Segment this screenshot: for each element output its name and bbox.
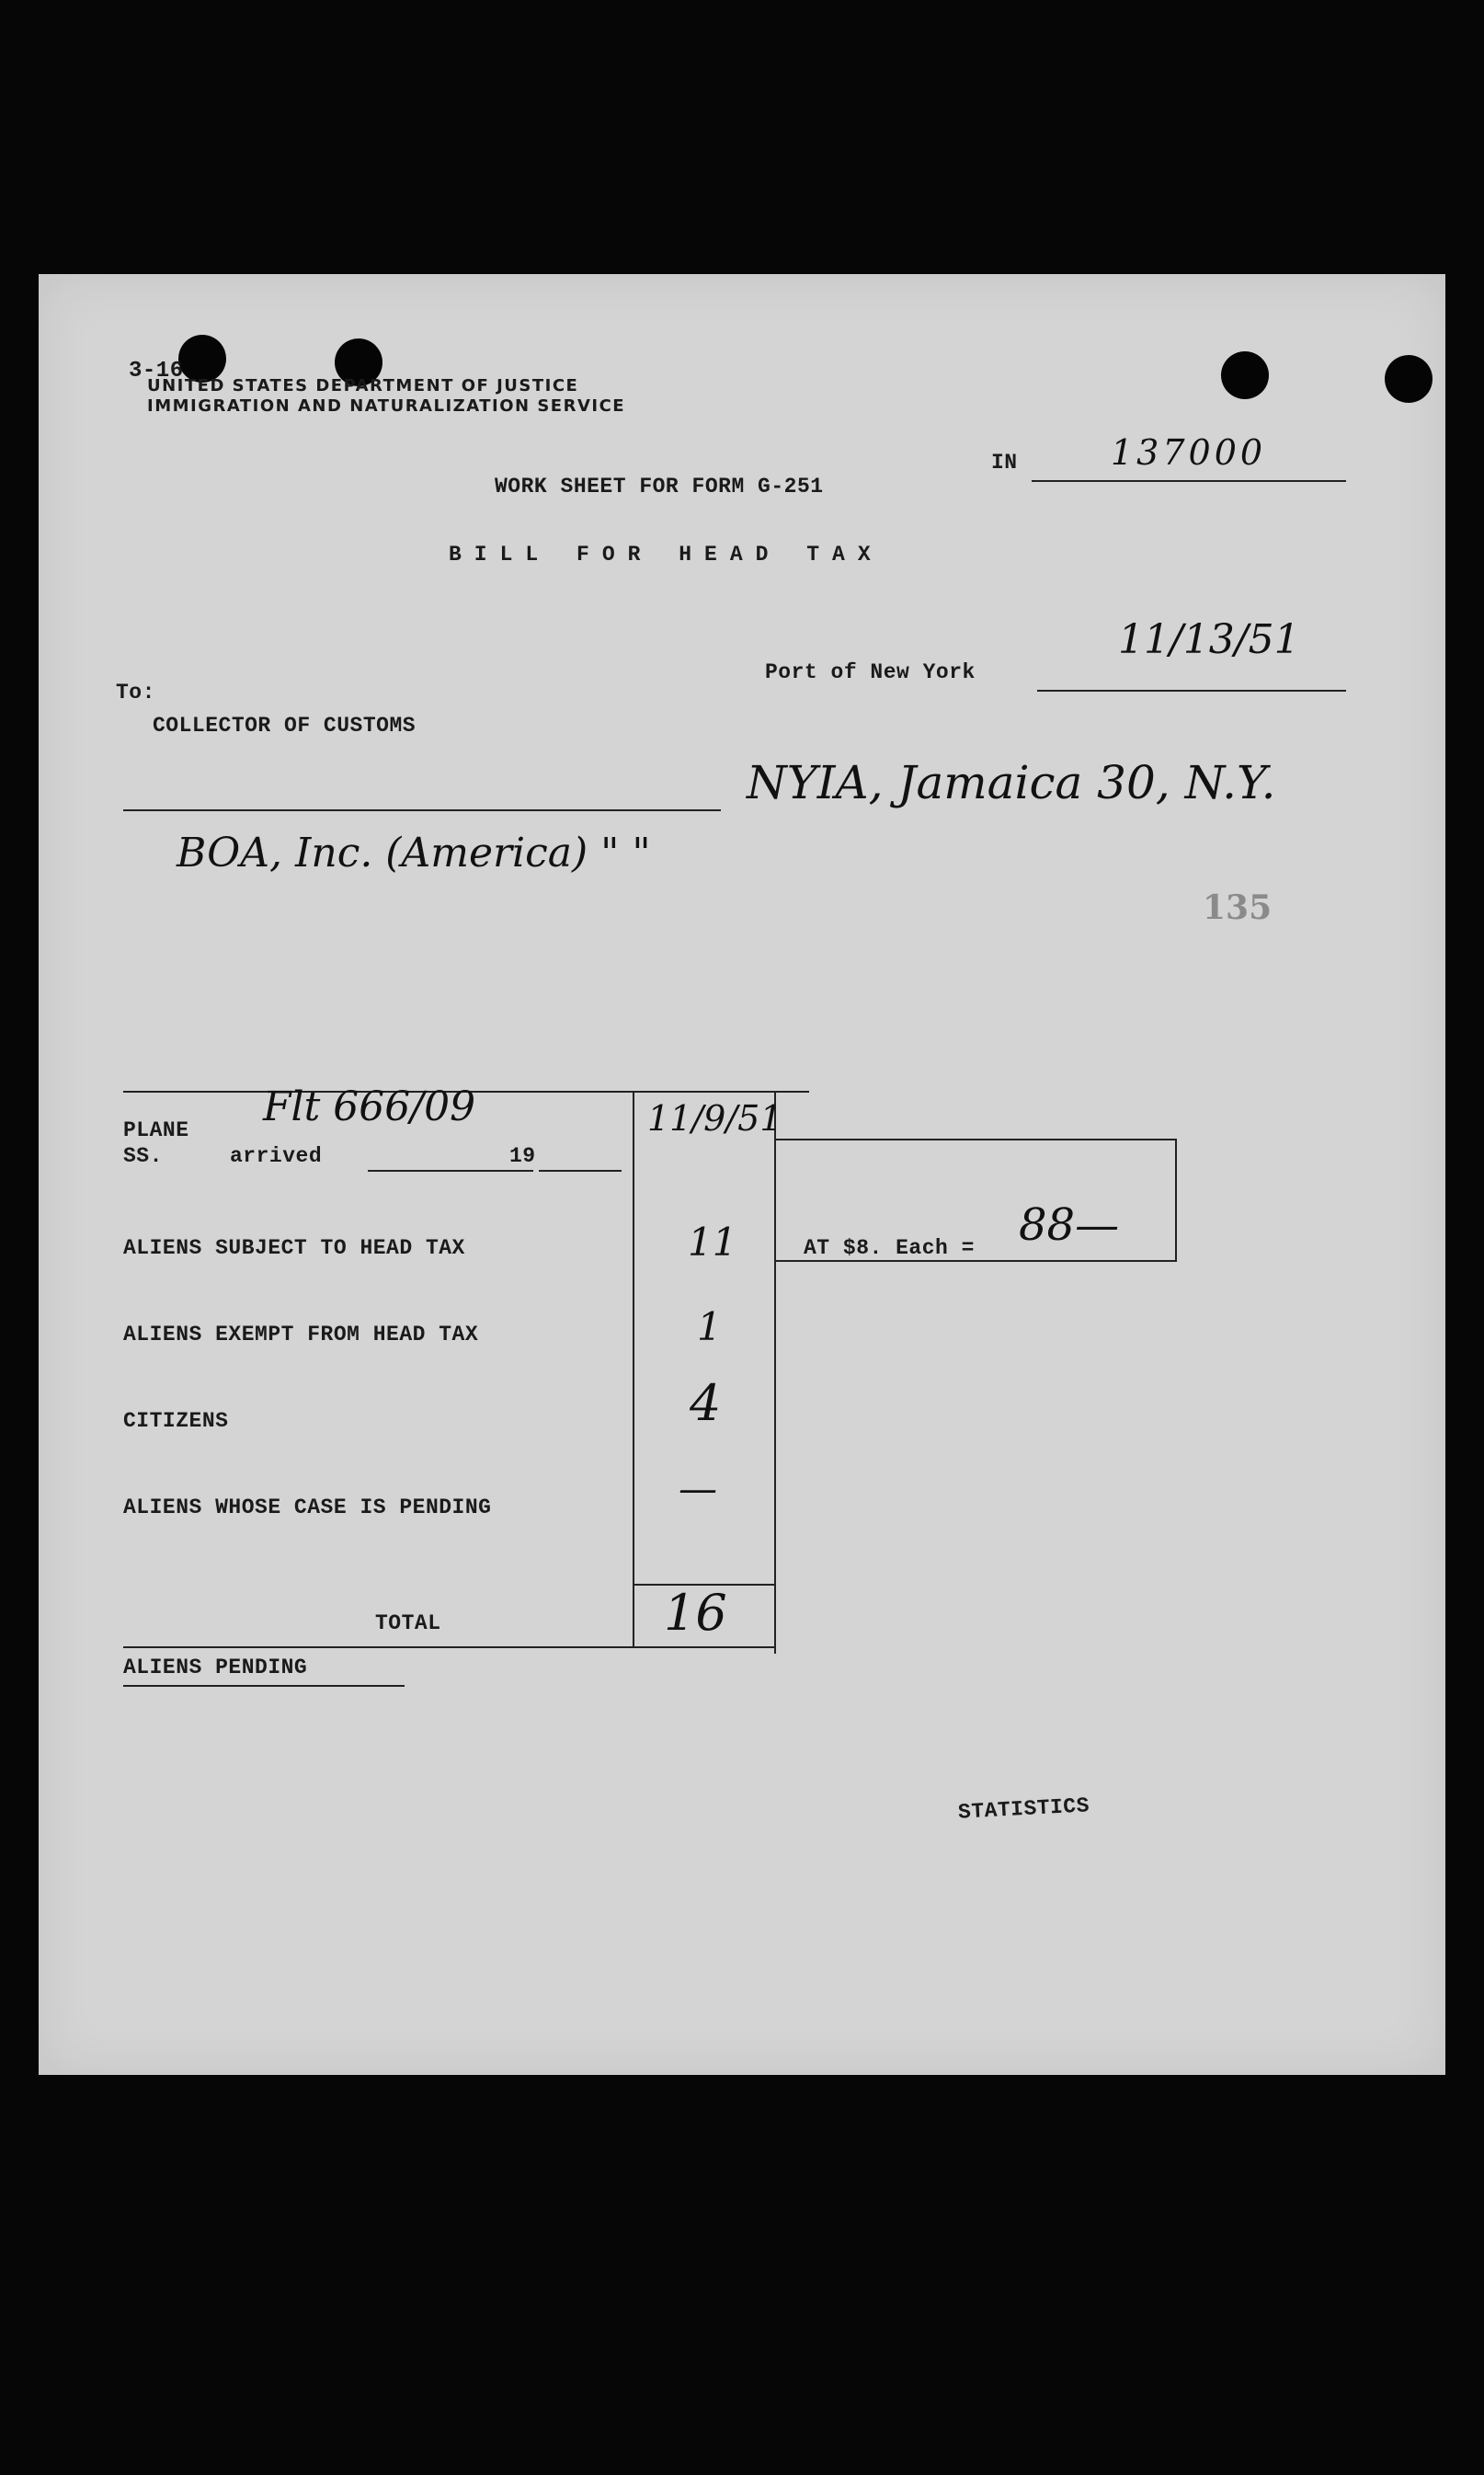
table-bottom-line [123,1646,776,1648]
date-underline [1037,690,1346,692]
total-label: TOTAL [375,1611,441,1635]
address-line [123,809,721,811]
plane-label: PLANE [123,1118,189,1142]
tax-box-bottom [774,1260,1177,1262]
to-value: COLLECTOR OF CUSTOMS [153,714,417,738]
ss-label: SS. [123,1144,163,1168]
carrier-handwritten: BOA, Inc. (America) " " [177,830,651,877]
row-label-pending: ALIENS WHOSE CASE IS PENDING [123,1495,492,1519]
table-divider-right [774,1091,776,1654]
row-value-citizens: 4 [690,1374,722,1432]
year-line [539,1170,622,1172]
punch-hole [1385,355,1433,403]
arrival-date-handwritten: 11/9/51 [647,1098,782,1139]
table-divider-left [633,1091,634,1646]
agency-line-2: IMMIGRATION AND NATURALIZATION SERVICE [147,396,626,416]
punch-hole [1221,351,1269,399]
row-label-exempt: ALIENS EXEMPT FROM HEAD TAX [123,1323,479,1346]
tax-amount: 88— [1019,1199,1120,1251]
total-value: 16 [664,1584,727,1642]
form-subtitle: BILL FOR HEAD TAX [449,543,884,567]
tax-rate-label: AT $8. Each = [804,1236,975,1260]
address-handwritten: NYIA, Jamaica 30, N.Y. [747,756,1276,809]
stamp-number: 135 [1203,888,1273,927]
form-number: 3-16 [129,359,184,384]
row-label-citizens: CITIZENS [123,1409,229,1433]
document-page [39,274,1445,2075]
form-title: WORK SHEET FOR FORM G-251 [495,475,824,498]
statistics-label: STATISTICS [957,1793,1090,1825]
year-prefix: 19 [509,1144,536,1168]
in-number-underline [1032,480,1346,482]
to-label: To: [116,681,155,705]
agency-line-1: UNITED STATES DEPARTMENT OF JUSTICE [147,376,579,395]
row-value-pending: — [679,1466,717,1511]
aliens-pending-underline [123,1685,405,1687]
port-label: Port of New York [765,660,976,684]
in-label: IN [991,451,1018,475]
in-number: 137000 [1111,432,1267,473]
row-value-subject: 11 [688,1220,737,1265]
tax-box-right [1175,1139,1177,1260]
aliens-pending-label: ALIENS PENDING [123,1656,308,1679]
arrived-label: arrived [230,1144,323,1168]
row-label-subject: ALIENS SUBJECT TO HEAD TAX [123,1236,465,1260]
arrived-date-line [368,1170,533,1172]
tax-box-top [774,1139,1175,1140]
row-value-exempt: 1 [697,1304,722,1349]
date-value: 11/13/51 [1118,616,1300,663]
flight-handwritten: Flt 666/09 [263,1083,476,1130]
